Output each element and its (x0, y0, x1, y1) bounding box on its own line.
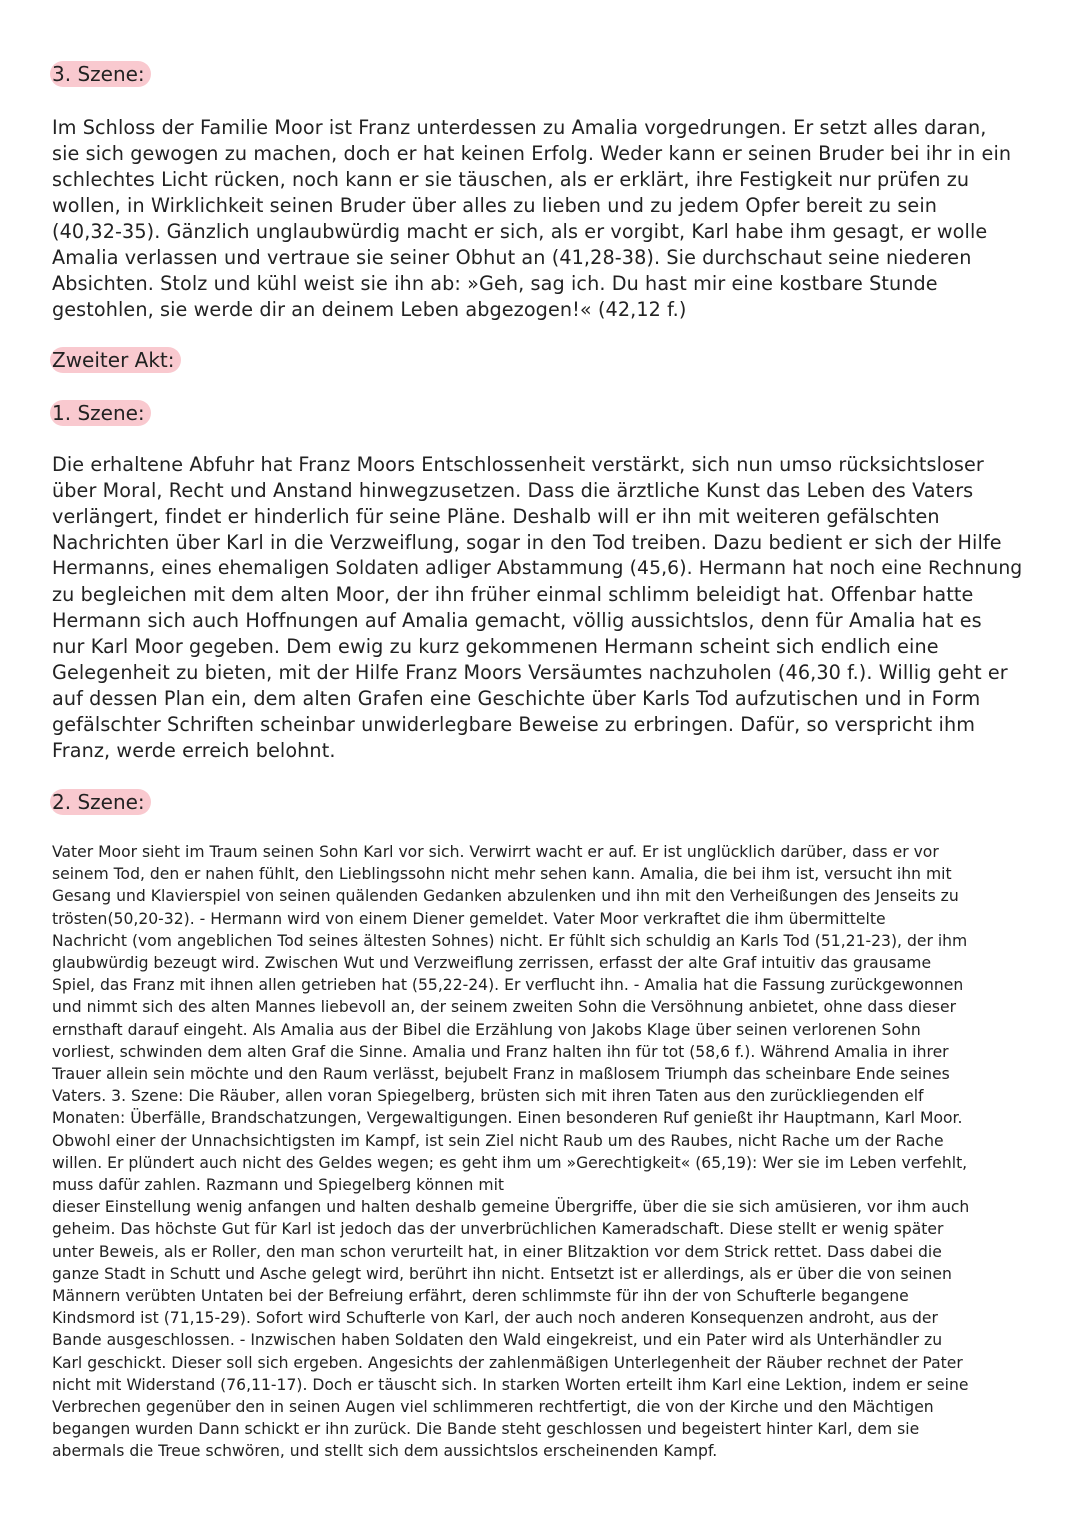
text-line: Nachricht (vom angeblichen Tod seines ältesten Sohnes) nicht. Er fühlt sich schuldig an Karls Tod (51,21-23), der ihm (52, 931, 968, 950)
text-line: ganze Stadt in Schutt und Asche gelegt wird, berührt ihn nicht. Entsetzt ist er allerdings, als er über die von seinen (52, 1264, 952, 1283)
text-line: trösten(50,20-32). - Hermann wird von einem Diener gemeldet. Vater Moor verkraftet die ihm übermittelte (52, 909, 886, 928)
text-line: Männern verübten Untaten bei der Befreiung erfährt, deren schlimmste für ihn der von Schufterle begangene (52, 1287, 909, 1306)
text-line: nur Karl Moor gegeben. Dem ewig zu kurz gekommenen Hermann scheint sich endlich eine (52, 635, 939, 658)
text-line: muss dafür zahlen. Razmann und Spiegelberg können mit (52, 1176, 505, 1195)
text-line: über Moral, Recht und Anstand hinwegzusetzen. Dass die ärztliche Kunst das Leben des Vaters (52, 479, 974, 502)
text-line: Gelegenheit zu bieten, mit der Hilfe Franz Moors Versäumtes nachzuholen (46,30 f.). Willig geht er (52, 661, 1008, 684)
text-line: (40,32-35). Gänzlich unglaubwürdig macht er sich, als er vorgibt, Karl habe ihm gesagt, er wolle (52, 220, 988, 243)
text-line: Karl geschickt. Dieser soll sich ergeben. Angesichts der zahlenmäßigen Unterlegenheit der Räuber rechnet der Pater (52, 1353, 963, 1372)
text-line: begangen wurden Dann schickt er ihn zurück. Die Bande steht geschlossen und begeistert hinter Karl, dem sie (52, 1420, 920, 1439)
act-2-heading: Zweiter Akt: (50, 347, 181, 373)
act-2-scene-1-paragraph (52, 452, 1027, 764)
act-2-scene-1-heading: 1. Szene: (50, 400, 151, 426)
text-line: Franz, werde erreich belohnt. (52, 739, 336, 762)
scene-3-paragraph (52, 115, 1027, 323)
text-line: Vaters. 3. Szene: Die Räuber, allen voran Spiegelberg, brüsten sich mit ihren Taten aus den zurückliegenden elf (52, 1087, 924, 1106)
text-line: Obwohl einer der Unnachsichtigsten im Kampf, ist sein Ziel nicht Raub um des Raubes, nicht Rache um der Rache (52, 1131, 944, 1150)
act-2-scene-2-heading: 2. Szene: (50, 789, 151, 815)
text-line: und nimmt sich des alten Mannes liebevoll an, der seinem zweiten Sohn die Versöhnung anbietet, ohne dass dieser (52, 998, 956, 1017)
text-line: glaubwürdig bezeugt wird. Zwischen Wut und Verzweiflung zerrissen, erfasst der alte Graf intuitiv das grausame (52, 954, 932, 973)
text-line: dieser Einstellung wenig anfangen und halten deshalb gemeine Übergriffe, über die sie sich amüsieren, vor ihm auch (52, 1198, 970, 1217)
text-line: unter Beweis, als er Roller, den man schon verurteilt hat, in einer Blitzaktion vor dem Strick rettet. Dass dabei die (52, 1242, 942, 1261)
text-line: abermals die Treue schwören, und stellt sich dem aussichtslos erscheinenden Kampf. (52, 1442, 718, 1461)
text-line: Gesang und Klavierspiel von seinen quälenden Gedanken abzulenken und ihn mit den Verheißungen des Jenseits zu (52, 887, 959, 906)
text-line: wollen, in Wirklichkeit seinen Bruder über alles zu lieben und zu jedem Opfer bereit zu sein (52, 194, 938, 217)
text-line: Trauer allein sein möchte und den Raum verlässt, bejubelt Franz in maßlosem Triumph das scheinbare Ende seines (52, 1065, 950, 1084)
text-line: Kindsmord ist (71,15-29). Sofort wird Schufterle von Karl, der auch noch anderen Konsequenzen androht, aus der (52, 1309, 938, 1328)
text-line: Monaten: Überfälle, Brandschatzungen, Vergewaltigungen. Einen besonderen Ruf genießt ihr Hauptmann, Karl Moor. (52, 1109, 963, 1128)
text-line: Absichten. Stolz und kühl weist sie ihn ab: »Geh, sag ich. Du hast mir eine kostbare Stunde (52, 272, 938, 295)
text-line: geheim. Das höchste Gut für Karl ist jedoch das der unverbrüchlichen Kameradschaft. Diese stellt er wenig später (52, 1220, 944, 1239)
text-line: willen. Er plündert auch nicht des Geldes wegen; es geht ihm um »Gerechtigkeit« (65,19): Wer sie im Leben verfehlt, (52, 1153, 968, 1172)
text-line: Hermann sich auch Hoffnungen auf Amalia gemacht, völlig aussichtslos, denn für Amalia hat es (52, 609, 982, 632)
text-line: Im Schloss der Familie Moor ist Franz unterdessen zu Amalia vorgedrungen. Er setzt alles daran, (52, 116, 987, 139)
text-line: Nachrichten über Karl in die Verzweiflung, sogar in den Tod treiben. Dazu bedient er sich der Hilfe (52, 531, 1002, 554)
text-line: gefälschter Schriften scheinbar unwiderlegbare Beweise zu erbringen. Dafür, so verspricht ihm (52, 713, 975, 736)
text-line: Die erhaltene Abfuhr hat Franz Moors Entschlossenheit verstärkt, sich nun umso rücksichtsloser (52, 453, 984, 476)
text-line: zu begleichen mit dem alten Moor, der ihn früher einmal schlimm beleidigt hat. Offenbar hatte (52, 583, 974, 606)
text-line: vorliest, schwinden dem alten Graf die Sinne. Amalia und Franz halten ihn für tot (58,6 f.). Während Amalia in ihrer (52, 1042, 949, 1061)
text-line: ernsthaft darauf eingeht. Als Amalia aus der Bibel die Erzählung von Jakobs Klage über seinen verlorenen Sohn (52, 1020, 921, 1039)
text-line: gestohlen, sie werde dir an deinem Leben abgezogen!« (42,12 f.) (52, 298, 687, 321)
act-2-scene-2-paragraph (52, 841, 1027, 1463)
text-line: Verbrechen gegenüber den in seinen Augen viel schlimmeren rechtfertigt, die von der Kirche und den Mächtigen (52, 1398, 934, 1417)
text-line: auf dessen Plan ein, dem alten Grafen eine Geschichte über Karls Tod aufzutischen und in Form (52, 687, 981, 710)
text-line: nicht mit Widerstand (76,11-17). Doch er täuscht sich. In starken Worten erteilt ihm Karl eine Lektion, indem er seine (52, 1375, 969, 1394)
text-line: Amalia verlassen und vertraue sie seiner Obhut an (41,28-38). Sie durchschaut seine niederen (52, 246, 972, 269)
text-line: sie sich gewogen zu machen, doch er hat keinen Erfolg. Weder kann er seinen Bruder bei ihr in ein (52, 142, 1012, 165)
text-line: schlechtes Licht rücken, noch kann er sie täuschen, als er erklärt, ihre Festigkeit nur prüfen zu (52, 168, 970, 191)
text-line: Vater Moor sieht im Traum seinen Sohn Karl vor sich. Verwirrt wacht er auf. Er ist unglücklich darüber, dass er vor (52, 843, 939, 861)
text-line: Hermanns, eines ehemaligen Soldaten adliger Abstammung (45,6). Hermann hat noch eine Rechnung (52, 558, 1023, 579)
text-line: verlängert, findet er hinderlich für seine Pläne. Deshalb will er ihn mit weiteren gefälschten (52, 505, 940, 528)
text-line: Spiel, das Franz mit ihnen allen getrieben hat (55,22-24). Er verflucht ihn. - Amalia hat die Fassung zurückgewonnen (52, 976, 964, 995)
text-line: seinem Tod, den er nahen fühlt, den Lieblingssohn nicht mehr sehen kann. Amalia, die bei ihm ist, versucht ihn mit (52, 865, 952, 884)
text-line: Bande ausgeschlossen. - Inzwischen haben Soldaten den Wald eingekreist, und ein Pater wird als Unterhändler zu (52, 1331, 943, 1350)
scene-3-heading: 3. Szene: (50, 61, 151, 87)
